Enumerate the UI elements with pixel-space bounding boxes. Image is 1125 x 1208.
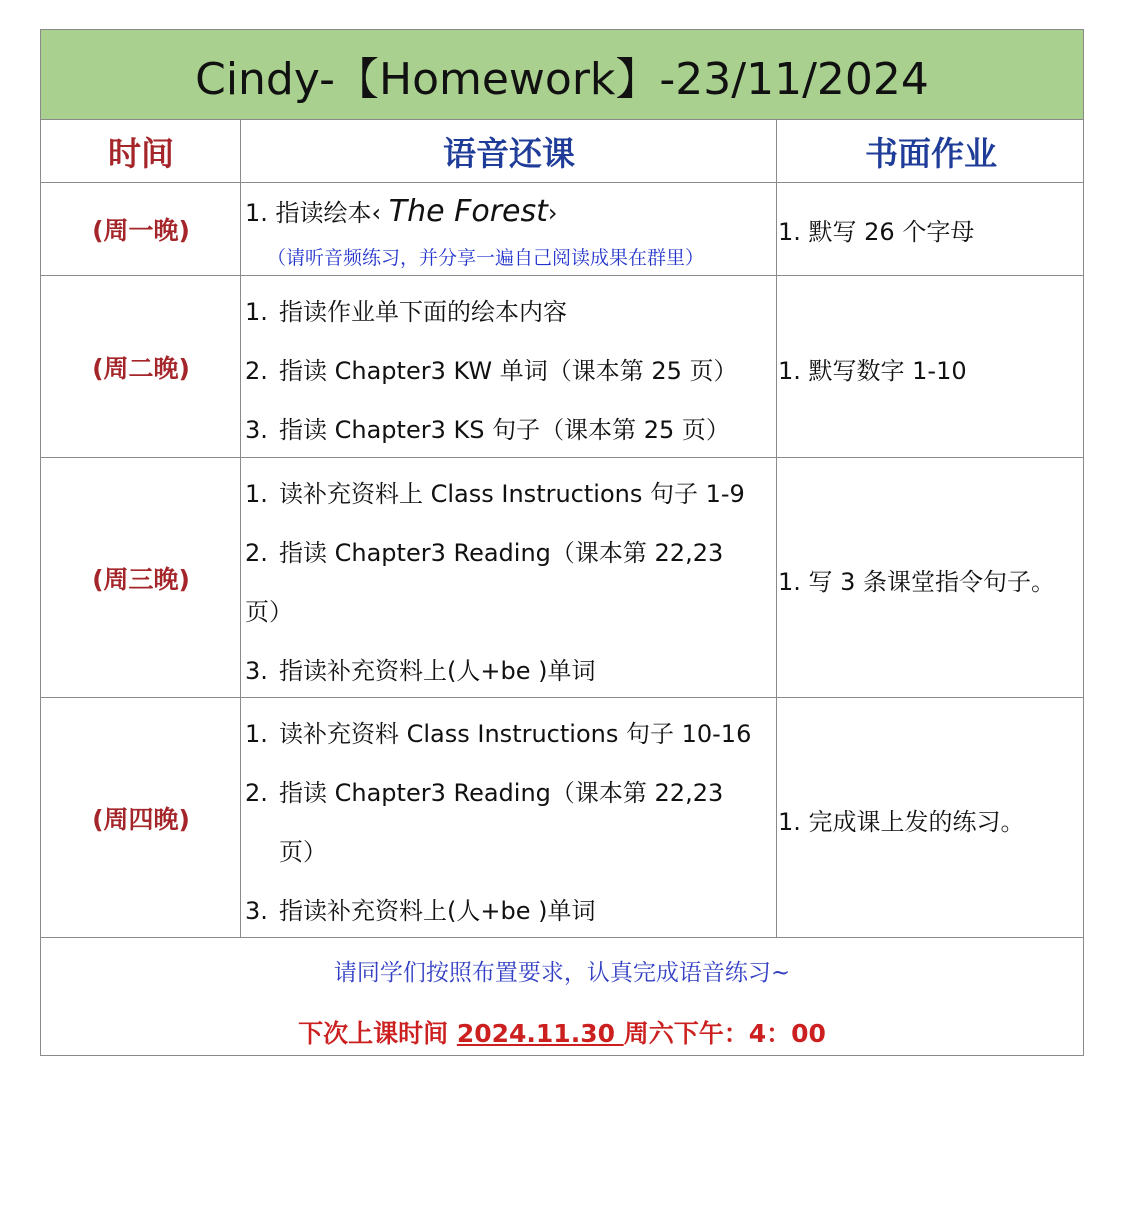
- oral-item: 2. 指读 Chapter3 KW 单词（课本第 25 页）: [245, 357, 738, 385]
- oral-cell: [241, 276, 777, 457]
- day-label: (周二晚): [92, 353, 190, 383]
- written-item: 1. 写 3 条课堂指令句子。: [778, 568, 1056, 596]
- oral-item: 3. 指读 Chapter3 KS 句子（课本第 25 页）: [245, 416, 730, 444]
- day-label: (周一晚): [92, 216, 190, 245]
- header-oral: 语音还课: [443, 133, 575, 173]
- oral-item: 1. 指读绘本‹ The Forest›: [245, 194, 558, 229]
- oral-cell: [241, 183, 777, 275]
- page-title: Cindy-【Homework】-23/11/2024: [41, 30, 1083, 120]
- header-time: 时间: [108, 133, 174, 173]
- written-cell: [777, 276, 1085, 457]
- oral-item: 1. 读补充资料上 Class Instructions 句子 1-9: [245, 480, 745, 508]
- row-divider: [41, 937, 1083, 938]
- oral-cell: [241, 458, 777, 697]
- header-written: 书面作业: [865, 133, 997, 173]
- day-label: (周三晚): [92, 564, 190, 594]
- oral-item: 页）: [279, 838, 327, 866]
- oral-item: 3. 指读补充资料上(人+be )单词: [245, 897, 596, 925]
- oral-item: 3. 指读补充资料上(人+be )单词: [245, 657, 596, 685]
- footer-reminder: 请同学们按照布置要求，认真完成语音练习~: [333, 960, 791, 986]
- written-cell: [777, 458, 1085, 697]
- oral-item: 2. 指读 Chapter3 Reading（课本第 22,23: [245, 779, 724, 807]
- next-class-time: 下次上课时间 2024.11.30 周六下午：4：00: [298, 1019, 826, 1048]
- oral-note: （请听音频练习，并分享一遍自己阅读成果在群里）: [267, 247, 705, 269]
- written-cell: [777, 698, 1085, 937]
- oral-item: 1. 指读作业单下面的绘本内容: [245, 298, 567, 326]
- oral-cell: [241, 698, 777, 937]
- written-item: 1. 默写数字 1-10: [778, 357, 967, 385]
- homework-table: [40, 29, 1084, 1056]
- oral-item: 1. 读补充资料 Class Instructions 句子 10-16: [245, 720, 752, 748]
- written-item: 1. 完成课上发的练习。: [778, 808, 1025, 836]
- day-label: (周四晚): [92, 804, 190, 834]
- written-item: 1. 默写 26 个字母: [778, 218, 975, 246]
- oral-item: 2. 指读 Chapter3 Reading（课本第 22,23: [245, 539, 724, 567]
- oral-item: 页）: [245, 598, 293, 626]
- written-cell: [777, 183, 1085, 275]
